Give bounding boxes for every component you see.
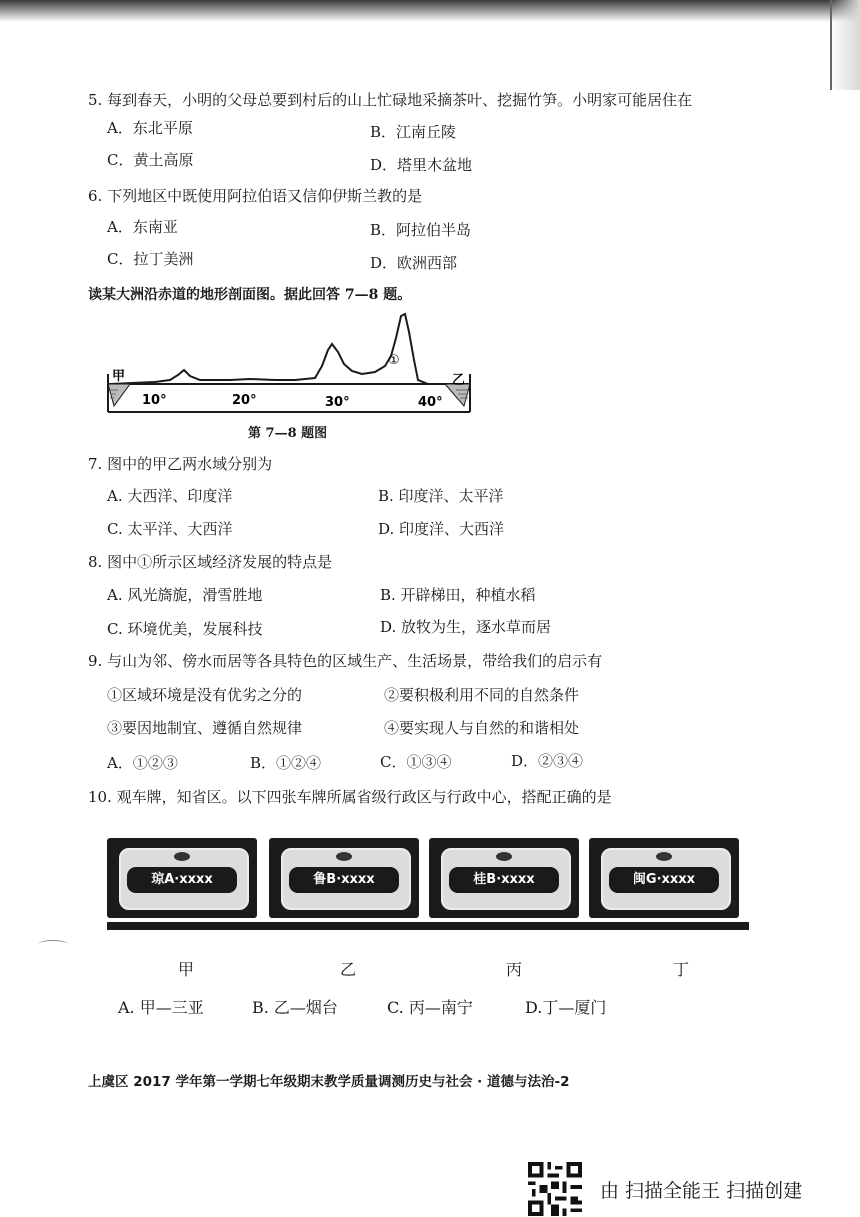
plate-label-ding: 丁	[673, 960, 690, 979]
q10-option-c: C. 丙—南宁	[387, 998, 473, 1017]
q6-option-c: C．拉丁美洲	[107, 250, 194, 268]
scanner-watermark-text: 由 扫描全能王 扫描创建	[600, 1180, 803, 1202]
q9-statement-4: ④要实现人与自然的和谐相处	[384, 719, 580, 737]
q10-option-a: A. 甲—三亚	[118, 998, 204, 1017]
plate-baseline-bar	[107, 922, 749, 930]
license-plates	[107, 838, 749, 934]
plate-jia	[107, 838, 257, 918]
plate-number: 桂B·xxxx	[449, 867, 559, 893]
plate-label-yi: 乙	[340, 960, 357, 979]
tick-label-10: 10°	[142, 393, 167, 408]
tick-label-20: 20°	[232, 393, 257, 408]
plate-label-jia: 甲	[178, 960, 195, 979]
plate-label-bing: 丙	[506, 960, 523, 979]
q9-option-a: A．①②③	[107, 754, 178, 772]
q7-option-b: B. 印度洋、太平洋	[378, 487, 504, 505]
plate-bolt	[174, 852, 190, 861]
scan-shadow-top	[0, 0, 860, 22]
plate-bing	[429, 838, 579, 918]
q9-statement-2: ②要积极利用不同的自然条件	[384, 686, 580, 704]
question-5-stem: 5. 每到春天，小明的父母总要到村后的山上忙碌地采摘茶叶、挖掘竹笋。小明家可能居住在	[88, 91, 693, 109]
q5-option-c: C．黄土高原	[107, 151, 194, 169]
q9-option-d: D．②③④	[511, 752, 584, 770]
q9-option-c: C．①③④	[380, 753, 452, 771]
q9-option-b: B．①②④	[250, 754, 322, 772]
tick-label-30: 30°	[325, 395, 350, 410]
scan-edge-line	[830, 0, 832, 90]
q7-option-a: A. 大西洋、印度洋	[107, 487, 233, 505]
plate-ding	[589, 838, 739, 918]
plate-bolt	[656, 852, 672, 861]
region-marker-1: ①	[388, 353, 400, 368]
figure-caption: 第 7—8 题图	[248, 426, 328, 441]
tick-label-40: 40°	[418, 395, 443, 410]
q8-option-b: B. 开辟梯田，种植水稻	[380, 586, 536, 604]
q6-option-a: A．东南亚	[107, 218, 178, 236]
q8-option-d: D. 放牧为生，逐水草而居	[380, 618, 552, 636]
question-8-stem: 8. 图中①所示区域经济发展的特点是	[88, 553, 333, 571]
q6-option-d: D．欧洲西部	[370, 254, 458, 272]
plate-bolt	[496, 852, 512, 861]
q7-option-c: C. 太平洋、大西洋	[107, 520, 233, 538]
question-6-stem: 6. 下列地区中既使用阿拉伯语又信仰伊斯兰教的是	[88, 187, 423, 205]
question-7-stem: 7. 图中的甲乙两水域分别为	[88, 455, 273, 473]
question-10-stem: 10. 观车牌，知省区。以下四张车牌所属省级行政区与行政中心，搭配正确的是	[88, 788, 612, 806]
qr-code-icon	[527, 1162, 583, 1216]
q10-option-b: B. 乙—烟台	[252, 998, 338, 1017]
plate-number: 琼A·xxxx	[127, 867, 237, 893]
question-9-stem: 9. 与山为邻、傍水而居等各具特色的区域生产、生活场景，带给我们的启示有	[88, 652, 603, 670]
plate-bolt	[336, 852, 352, 861]
q9-statement-1: ①区域环境是没有优劣之分的	[107, 686, 303, 704]
q9-statement-3: ③要因地制宜、遵循自然规律	[107, 719, 303, 737]
q10-option-d: D.丁—厦门	[525, 998, 607, 1017]
terrain-profile-figure	[100, 308, 480, 420]
q8-option-c: C. 环境优美，发展科技	[107, 620, 263, 638]
q6-option-b: B．阿拉伯半岛	[370, 221, 472, 239]
scan-scratch-mark	[38, 940, 68, 949]
page-footer: 上虞区 2017 学年第一学期七年级期末教学质量调测历史与社会 · 道德与法治-2	[88, 1074, 570, 1090]
q5-option-b: B．江南丘陵	[370, 123, 457, 141]
q5-option-a: A．东北平原	[107, 119, 193, 137]
plate-number: 鲁B·xxxx	[289, 867, 399, 893]
plate-yi	[269, 838, 419, 918]
q7-option-d: D. 印度洋、大西洋	[378, 520, 505, 538]
right-water-label: 乙	[452, 373, 466, 388]
q5-option-d: D．塔里木盆地	[370, 156, 473, 174]
left-water-label: 甲	[112, 369, 126, 384]
q8-option-a: A. 风光旖旎，滑雪胜地	[107, 586, 263, 604]
figure-intro: 读某大洲沿赤道的地形剖面图。据此回答 7—8 题。	[88, 287, 412, 303]
scan-shadow-right	[830, 0, 860, 90]
plate-number: 闽G·xxxx	[609, 867, 719, 893]
terrain-profile-line	[110, 314, 452, 384]
left-coast-wedge	[108, 384, 130, 406]
